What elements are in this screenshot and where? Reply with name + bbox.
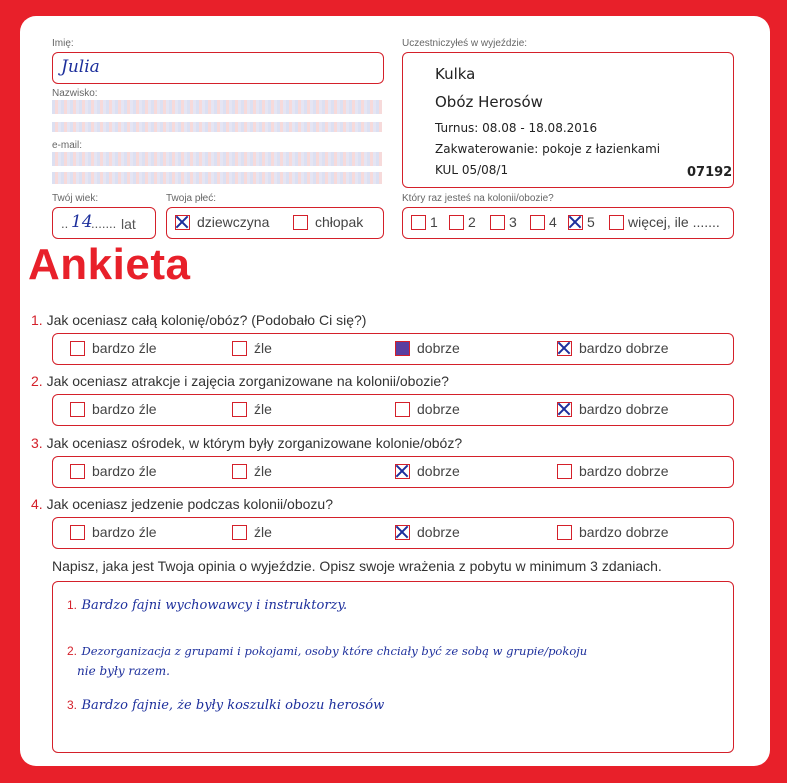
camp-code: KUL 05/08/1 — [435, 163, 509, 177]
age-field[interactable] — [52, 207, 156, 239]
name-label: Imię: — [52, 38, 74, 49]
opinion-line-1 — [67, 596, 347, 614]
checkbox[interactable] — [232, 464, 247, 479]
checkbox-checked[interactable] — [395, 525, 410, 540]
checkbox[interactable] — [411, 215, 426, 230]
option-label: bardzo dobrze — [579, 401, 669, 417]
option-label: bardzo dobrze — [579, 463, 669, 479]
opinion-line-number: 2. — [67, 644, 78, 658]
checkbox[interactable] — [609, 215, 624, 230]
times-option-label: 4 — [549, 214, 557, 230]
option-label: źle — [254, 401, 272, 417]
question-text: Jak oceniasz atrakcje i zajęcia zorganizowane na kolonii/obozie? — [46, 373, 449, 389]
gender-label: Twoja płeć: — [166, 193, 217, 204]
times-option-4[interactable] — [530, 214, 557, 230]
opinion-prompt: Napisz, jaka jest Twoja opinia o wyjeździe. Opisz swoje wrażenia z pobytu w minimum 3 zdaniach. — [52, 558, 662, 574]
name-field[interactable] — [52, 52, 384, 84]
option-label: źle — [254, 463, 272, 479]
age-value: 14 — [71, 212, 93, 232]
times-option-label: 2 — [468, 214, 476, 230]
question-text: Jak oceniasz całą kolonię/obóz? (Podobało Ci się?) — [46, 312, 367, 328]
option-bardzo-dobrze[interactable] — [557, 401, 669, 417]
gender-option-label: dziewczyna — [197, 214, 270, 230]
checkbox[interactable] — [70, 402, 85, 417]
camp-title: Obóz Herosów — [435, 93, 543, 111]
option-bardzo-dobrze[interactable] — [557, 463, 669, 479]
question-number: 2. — [31, 373, 43, 389]
age-label: Twój wiek: — [52, 193, 99, 204]
checkbox[interactable] — [557, 464, 572, 479]
name-value: Julia — [61, 57, 100, 77]
times-option-more[interactable] — [609, 214, 720, 230]
times-option-label: 5 — [587, 214, 595, 230]
option-label: dobrze — [417, 401, 460, 417]
gender-field — [166, 207, 384, 239]
camp-accommodation: Zakwaterowanie: pokoje z łazienkami — [435, 142, 661, 156]
opinion-line-text: Bardzo fajni wychowawcy i instruktorzy. — [81, 598, 348, 613]
question-number: 1. — [31, 312, 43, 328]
option-label: bardzo źle — [92, 401, 157, 417]
checkbox[interactable] — [490, 215, 505, 230]
option-zle[interactable] — [232, 401, 272, 417]
age-unit: lat — [121, 216, 136, 232]
question-text: Jak oceniasz ośrodek, w którym były zorganizowane kolonie/obóz? — [46, 435, 463, 451]
answer-row — [52, 517, 734, 549]
option-label: bardzo źle — [92, 524, 157, 540]
opinion-line-2 — [67, 642, 732, 660]
option-dobrze[interactable] — [395, 340, 460, 356]
checkbox[interactable] — [70, 464, 85, 479]
opinion-line-number: 3. — [67, 698, 78, 712]
checkbox[interactable] — [293, 215, 308, 230]
gender-option-male[interactable] — [293, 214, 363, 230]
checkbox-checked[interactable] — [557, 341, 572, 356]
age-dots: ....... — [91, 216, 117, 231]
checkbox[interactable] — [449, 215, 464, 230]
option-label: bardzo dobrze — [579, 524, 669, 540]
answer-row — [52, 456, 734, 488]
opinion-line-number: 1. — [67, 598, 78, 612]
checkbox-checked[interactable] — [557, 402, 572, 417]
email-redacted-2 — [52, 172, 382, 184]
times-option-3[interactable] — [490, 214, 517, 230]
checkbox[interactable] — [70, 341, 85, 356]
times-option-label: 3 — [509, 214, 517, 230]
checkbox[interactable] — [557, 525, 572, 540]
option-label: źle — [254, 524, 272, 540]
checkbox-checked[interactable] — [395, 464, 410, 479]
question-number: 3. — [31, 435, 43, 451]
surname-redacted-2 — [52, 122, 382, 132]
checkbox[interactable] — [530, 215, 545, 230]
option-dobrze[interactable] — [395, 463, 460, 479]
option-dobrze[interactable] — [395, 524, 460, 540]
opinion-textarea[interactable] — [52, 581, 734, 753]
answer-row — [52, 333, 734, 365]
option-label: bardzo dobrze — [579, 340, 669, 356]
question-text: Jak oceniasz jedzenie podczas kolonii/obozu? — [46, 496, 333, 512]
checkbox[interactable] — [70, 525, 85, 540]
checkbox[interactable] — [232, 525, 247, 540]
option-bardzo-zle[interactable] — [70, 340, 157, 356]
times-option-5[interactable] — [568, 214, 595, 230]
participant-label: Uczestniczyłeś w wyjeździe: — [402, 38, 528, 49]
times-option-label: 1 — [430, 214, 438, 230]
camp-name: Kulka — [435, 65, 476, 83]
times-label: Który raz jesteś na kolonii/obozie? — [402, 193, 554, 204]
opinion-line-3 — [67, 696, 384, 714]
question-number: 4. — [31, 496, 43, 512]
opinion-line-2-continued: nie były razem. — [77, 664, 170, 678]
checkbox-checked[interactable] — [568, 215, 583, 230]
option-zle[interactable] — [232, 524, 272, 540]
option-bardzo-zle[interactable] — [70, 463, 157, 479]
email-redacted — [52, 152, 382, 166]
option-label: bardzo źle — [92, 340, 157, 356]
answer-row — [52, 394, 734, 426]
option-bardzo-dobrze[interactable] — [557, 340, 669, 356]
opinion-line-text: Bardzo fajnie, że były koszulki obozu herosów — [81, 698, 385, 713]
age-prefix: .. — [61, 216, 69, 231]
option-bardzo-dobrze[interactable] — [557, 524, 669, 540]
email-label: e-mail: — [52, 140, 83, 151]
page-title: Ankieta — [28, 240, 191, 289]
camp-turnus: Turnus: 08.08 - 18.08.2016 — [435, 121, 598, 135]
gender-option-female[interactable] — [175, 214, 269, 230]
opinion-line-text: Dezorganizacja z grupami i pokojami, osoby które chciały być ze sobą w grupie/pokoju — [81, 644, 588, 658]
checkbox[interactable] — [232, 402, 247, 417]
option-zle[interactable] — [232, 340, 272, 356]
option-label: dobrze — [417, 340, 460, 356]
option-label: dobrze — [417, 463, 460, 479]
option-dobrze[interactable] — [395, 401, 460, 417]
camp-number: 07192 — [687, 165, 733, 180]
gender-option-label: chłopak — [315, 214, 364, 230]
option-label: bardzo źle — [92, 463, 157, 479]
camp-info-box — [402, 52, 734, 188]
times-option-1[interactable] — [411, 214, 438, 230]
checkbox[interactable] — [232, 341, 247, 356]
option-label: źle — [254, 340, 272, 356]
times-field — [402, 207, 734, 239]
times-option-label: więcej, ile ....... — [628, 214, 720, 230]
times-option-2[interactable] — [449, 214, 476, 230]
option-label: dobrze — [417, 524, 460, 540]
checkbox[interactable] — [395, 402, 410, 417]
surname-redacted — [52, 100, 382, 114]
surname-label: Nazwisko: — [52, 88, 98, 99]
option-bardzo-zle[interactable] — [70, 401, 157, 417]
checkbox-filled[interactable] — [395, 341, 410, 356]
checkbox-checked[interactable] — [175, 215, 190, 230]
option-bardzo-zle[interactable] — [70, 524, 157, 540]
option-zle[interactable] — [232, 463, 272, 479]
